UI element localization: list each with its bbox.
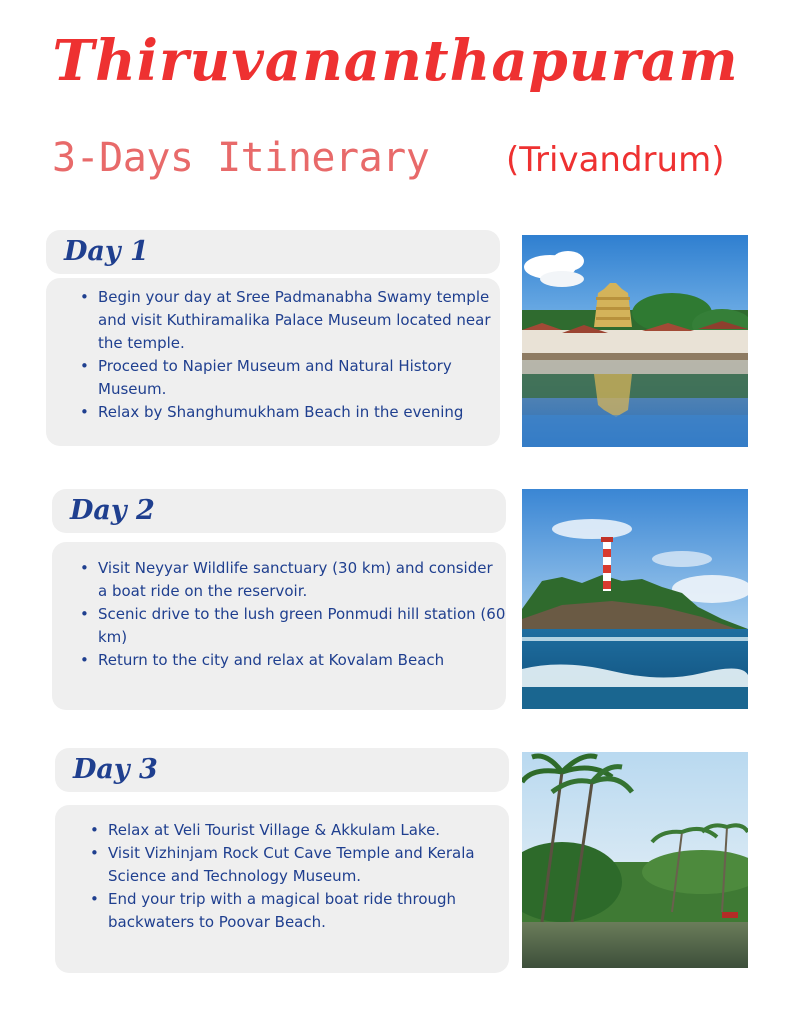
day-3-list: [55, 805, 509, 934]
itinerary-subtitle: 3-Days Itinerary: [52, 135, 430, 181]
list-item: • Visit Vizhinjam Rock Cut Cave Temple and Kerala Science and Technology Museum.: [108, 842, 509, 888]
backwaters-palms-photo: [522, 752, 748, 968]
day-1-header: [46, 230, 500, 274]
page-title: Thiruvananthapuram: [52, 28, 739, 94]
list-item: • End your trip with a magical boat ride through backwaters to Poovar Beach.: [108, 888, 509, 934]
day-1-label: Day 1: [64, 236, 149, 267]
list-item: • Return to the city and relax at Kovalam Beach: [98, 649, 506, 672]
list-item: • Visit Neyyar Wildlife sanctuary (30 km) and consider a boat ride on the reservoir.: [98, 557, 506, 603]
day-3-header: [55, 748, 509, 792]
day-3-label: Day 3: [73, 754, 158, 785]
day-1-list: [46, 278, 500, 424]
day-3-panel: [55, 805, 509, 973]
day-2-header: [52, 489, 506, 533]
list-item: • Begin your day at Sree Padmanabha Swamy temple and visit Kuthiramalika Palace Museum located near the temple.: [98, 286, 500, 355]
city-alt-name: (Trivandrum): [506, 140, 725, 180]
day-2-label: Day 2: [70, 495, 155, 526]
list-item: • Scenic drive to the lush green Ponmudi hill station (60 km): [98, 603, 506, 649]
day-1-panel: [46, 278, 500, 446]
day-2-list: [52, 542, 506, 672]
list-item: • Proceed to Napier Museum and Natural History Museum.: [98, 355, 500, 401]
lighthouse-beach-photo: [522, 489, 748, 709]
temple-reflection-photo: [522, 235, 748, 447]
day-2-panel: [52, 542, 506, 710]
list-item: • Relax at Veli Tourist Village & Akkulam Lake.: [108, 819, 509, 842]
list-item: • Relax by Shanghumukham Beach in the evening: [98, 401, 500, 424]
